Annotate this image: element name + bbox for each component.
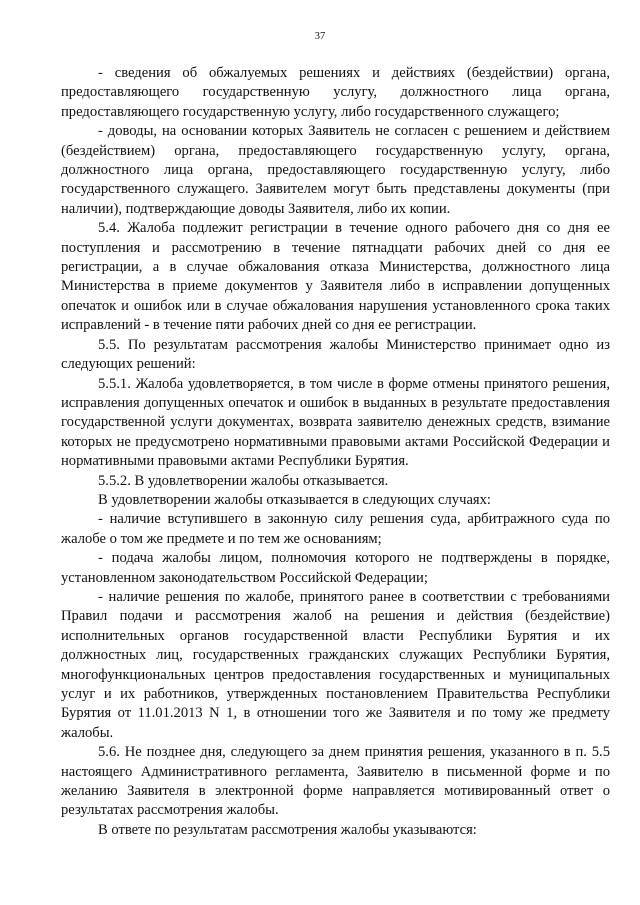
paragraph: - наличие решения по жалобе, принятого ранее в соответствии с требованиями Правил подачи и рассмотрения жалоб на решения и действия (бездействие) исполнительных органов государственной власти Республики Бурятия и их должностных лиц, государственных гражданских служащих Республики Бурятия, многофункциональных центров предоставления государственных и муниципальных услуг и их работников, утвержденных постановлением Правительства Республики Бурятия от 11.01.2013 N 1, в отношении того же Заявителя и по тому же предмету жалобы. [61,588,610,741]
page-number: 37 [314,31,326,42]
paragraph: 5.6. Не позднее дня, следующего за днем принятия решения, указанного в п. 5.5 настоящего Административного регламента, Заявителю в письменной форме и по желанию Заявителя в электронной форме направляется мотивированный ответ о результатах рассмотрения жалобы. [61,744,610,819]
paragraph: - сведения об обжалуемых решениях и действиях (бездействии) органа, предоставляющего государственную услугу, должностного лица органа, предоставляющего государственную услугу, либо государственного служащего; [61,65,610,120]
paragraph: - доводы, на основании которых Заявитель не согласен с решением и действием (бездействием) органа, предоставляющего государственную услугу, органа, должностного лица органа, предоставляющего государственную услугу, либо государственного служащего. Заявителем могут быть представлены документы (при наличии), подтверждающие доводы Заявителя, либо их копии. [61,123,610,217]
paragraph: 5.5. По результатам рассмотрения жалобы Министерство принимает одно из следующих решений: [61,336,610,373]
paragraph: - подача жалобы лицом, полномочия которого не подтверждены в порядке, установленном законодательством Российской Федерации; [61,550,610,586]
paragraph: 5.5.2. В удовлетворении жалобы отказывается. [98,472,389,489]
paragraph: - наличие вступившего в законную силу решения суда, арбитражного суда по жалобе о том же предмете и по тем же основаниям; [61,511,610,547]
paragraph: 5.4. Жалоба подлежит регистрации в течение одного рабочего дня со дня ее поступления и рассмотрению в течение пятнадцати рабочих дней со дня ее регистрации, а в случае обжалования отказа Министерства, должностного лица Министерства в приеме документов у Заявителя либо в исправлении допущенных опечаток и ошибок или в случае обжалования нарушения установленного срока таких исправлений - в течение пяти рабочих дней со дня ее регистрации. [61,220,610,334]
document-body [61,64,610,840]
paragraph: В ответе по результатам рассмотрения жалобы указываются: [98,821,477,838]
paragraph: 5.5.1. Жалоба удовлетворяется, в том числе в форме отмены принятого решения, исправления допущенных опечаток и ошибок в выданных в результате предоставления государственной услуги документах, возврата заявителю денежных средств, взимание которых не предусмотрено нормативными правовыми актами Российской Федерации и нормативными правовыми актами Республики Бурятия. [61,375,610,470]
paragraph: В удовлетворении жалобы отказывается в следующих случаях: [98,491,491,508]
